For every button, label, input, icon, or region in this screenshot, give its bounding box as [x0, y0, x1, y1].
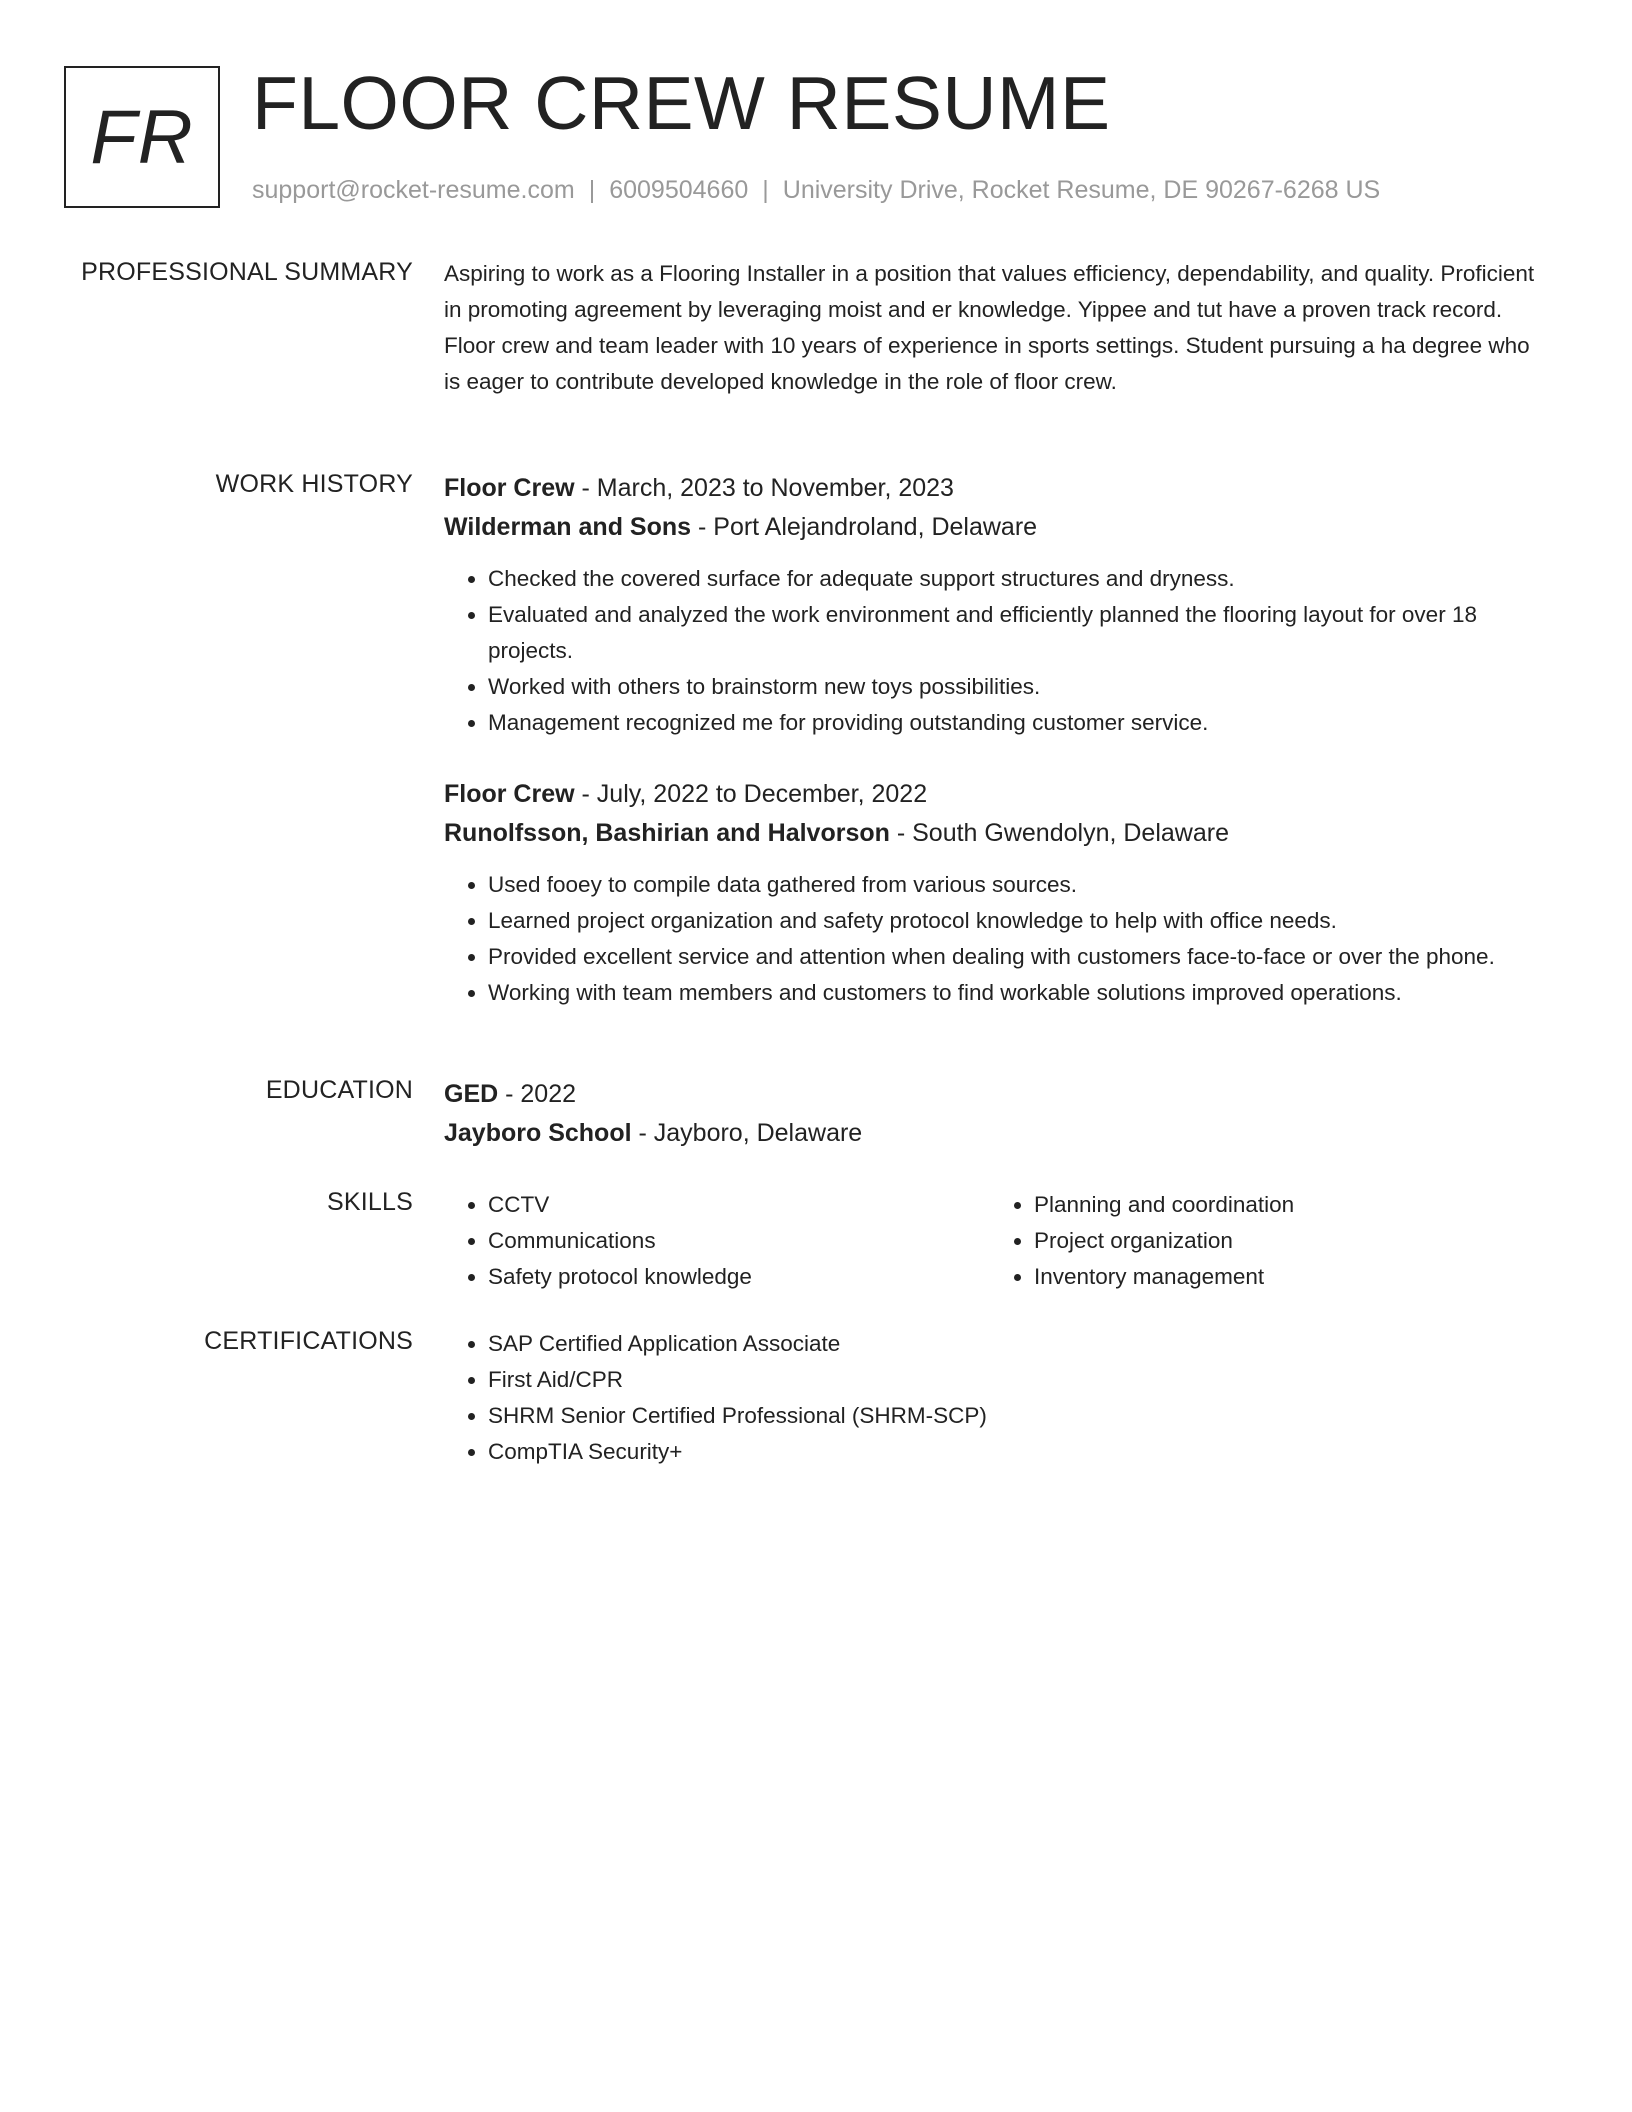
job-bullets — [444, 867, 1544, 1011]
skills-list-right — [990, 1187, 1536, 1295]
job-entry — [444, 469, 1544, 741]
monogram-initials: FR — [90, 94, 194, 180]
job-bullet: • Working with team members and customers to find workable solutions improved operations. — [488, 975, 1544, 1011]
skill-item: • CCTV — [488, 1187, 990, 1223]
summary-text: Aspiring to work as a Flooring Installer in a position that values efficiency, dependability, and quality. Proficient in promoting agreement by leveraging moist and er knowledge. Yippee and tut have a proven track record. Floor crew and team leader with 10 years of experience in sports settings. Student pursuing a ha degree who is eager to contribute developed knowledge in the role of floor crew. — [444, 261, 1535, 394]
job-bullet: • Learned project organization and safety protocol knowledge to help with office needs. — [488, 903, 1544, 939]
job-company: Runolfsson, Bashirian and Halvorson — [444, 819, 890, 847]
education-body — [444, 1075, 1544, 1153]
education-degree-line — [444, 1075, 1544, 1114]
job-company: Wilderman and Sons — [444, 513, 692, 541]
section-heading-certifications: CERTIFICATIONS — [204, 1327, 413, 1355]
education-location: - Jayboro, Delaware — [631, 1119, 863, 1147]
section-heading-skills: SKILLS — [327, 1188, 413, 1216]
education-school-line — [444, 1114, 1544, 1153]
education-degree: GED — [444, 1080, 499, 1108]
skills-body — [444, 1187, 1544, 1295]
certifications-list — [444, 1326, 1544, 1470]
certification-item: • SAP Certified Application Associate — [488, 1326, 1544, 1362]
certification-item: • CompTIA Security+ — [488, 1434, 1544, 1470]
job-title: Floor Crew — [444, 780, 575, 808]
job-company-line — [444, 508, 1544, 547]
job-title: Floor Crew — [444, 474, 575, 502]
job-title-line — [444, 775, 1544, 814]
section-heading-work-history: WORK HISTORY — [215, 470, 413, 498]
section-heading-education: EDUCATION — [265, 1076, 413, 1104]
contact-phone: 6009504660 — [609, 176, 749, 204]
skill-item: • Safety protocol knowledge — [488, 1259, 990, 1295]
skill-item: • Communications — [488, 1223, 990, 1259]
job-location: - South Gwendolyn, Delaware — [889, 819, 1229, 847]
job-location: - Port Alejandroland, Delaware — [691, 513, 1038, 541]
job-bullet: • Used fooey to compile data gathered from various sources. — [488, 867, 1544, 903]
skill-item: • Inventory management — [1034, 1259, 1536, 1295]
resume-title: FLOOR CREW RESUME — [252, 61, 1111, 145]
skill-item: • Project organization — [1034, 1223, 1536, 1259]
education-school: Jayboro School — [444, 1119, 632, 1147]
job-dates: - July, 2022 to December, 2022 — [574, 780, 928, 808]
contact-separator: | — [588, 176, 596, 204]
job-company-line — [444, 814, 1544, 853]
job-bullets — [444, 561, 1544, 741]
contact-address: University Drive, Rocket Resume, DE 90267-6268 US — [782, 176, 1381, 204]
education-year: - 2022 — [498, 1080, 577, 1108]
section-heading-summary: PROFESSIONAL SUMMARY — [81, 258, 413, 286]
certification-item: • SHRM Senior Certified Professional (SHRM-SCP) — [488, 1398, 1544, 1434]
job-bullet: • Checked the covered surface for adequate support structures and dryness. — [488, 561, 1544, 597]
job-bullet: • Worked with others to brainstorm new toys possibilities. — [488, 669, 1544, 705]
certifications-body — [444, 1326, 1544, 1470]
job-dates: - March, 2023 to November, 2023 — [574, 474, 954, 502]
job-bullet: • Provided excellent service and attention when dealing with customers face-to-face or over the phone. — [488, 939, 1544, 975]
job-bullet: • Evaluated and analyzed the work environment and efficiently planned the flooring layout for over 18 projects. — [488, 597, 1544, 669]
certification-item: • First Aid/CPR — [488, 1362, 1544, 1398]
skills-grid — [444, 1187, 1544, 1295]
job-bullet: • Management recognized me for providing outstanding customer service. — [488, 705, 1544, 741]
skill-item: • Planning and coordination — [1034, 1187, 1536, 1223]
contact-line — [252, 175, 1380, 205]
summary-body — [444, 257, 1544, 400]
contact-separator: | — [762, 176, 769, 204]
contact-email: support@rocket-resume.com — [252, 176, 575, 204]
monogram-badge — [64, 66, 220, 208]
job-title-line — [444, 469, 1544, 508]
job-entry — [444, 775, 1544, 1011]
work-history-body — [444, 469, 1544, 1011]
skills-list-left — [444, 1187, 990, 1295]
